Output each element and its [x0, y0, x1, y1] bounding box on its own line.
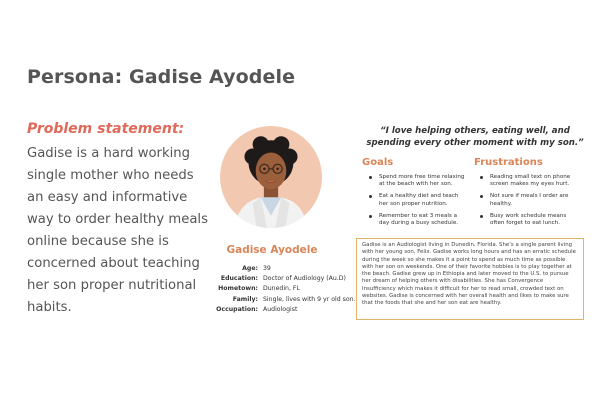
fact-value: Doctor of Audiology (Au.D) [263, 275, 346, 283]
fact-label: Education: [220, 275, 258, 283]
frustration-text: Reading small text on phone screen makes my eyes hurt. [490, 174, 571, 188]
problem-line: way to order healthy meals [27, 212, 208, 227]
fact-value: Dunedin, FL [263, 285, 300, 293]
problem-statement-heading: Problem statement: [27, 121, 185, 137]
fact-label: Occupation: [216, 305, 258, 313]
fact-label: Age: [242, 265, 258, 272]
bullet-icon [369, 215, 372, 218]
bullet-icon [369, 195, 372, 198]
problem-line: habits. [27, 300, 72, 315]
fact-value: Audiologist [263, 305, 298, 313]
frustration-item [476, 174, 576, 188]
fact-row-family [200, 295, 356, 305]
frustration-item [476, 193, 576, 207]
bullet-icon [480, 195, 483, 198]
bullet-icon [480, 176, 483, 179]
frustration-text: Not sure if meals I order are healthy. [490, 193, 569, 207]
problem-line: single mother who needs [27, 168, 194, 183]
persona-quote: “I love helping others, eating well, and spending every other moment with my son.” [366, 126, 584, 148]
fact-row-hometown [200, 284, 356, 294]
frustrations-list [476, 174, 576, 232]
fact-value: Single, lives with 9 yr old son. [263, 295, 356, 303]
fact-row-age [200, 264, 356, 274]
fact-row-occupation [200, 305, 356, 315]
goal-text: Eat a healthy diet and teach her son proper nutrition. [379, 193, 459, 207]
goal-text: Remember to eat 3 meals a day during a busy schedule. [379, 212, 459, 227]
problem-statement-text [27, 143, 227, 319]
persona-facts [200, 264, 356, 315]
persona-bio: Gadise is an Audiologist living in Dunedin, Florida. She’s a single parent living with her young son, Felix. Gadise works long hours and has an erratic schedule during the week so she makes it a point to spend as much time as possible with her son on weekends. One of their favorite hobbies is to play together at the beach. Gadise grew up in Ethiopia and later moved to the U.S. to pursue her dream of helping others with disabilities. She has Convergence Insufficiency which makes it difficult for her to read small, crowded text on websites. Gadise is concerned with her overall health and likes to make sure that the foods that she and her son eat are healthy. [356, 238, 584, 320]
page-title: Persona: Gadise Ayodele [27, 66, 296, 88]
problem-line: an easy and informative [27, 190, 188, 205]
problem-line: her son proper nutritional [27, 278, 197, 293]
problem-line: online because she is [27, 234, 169, 249]
frustration-text: Busy work schedule means often forget to eat lunch. [490, 212, 567, 227]
fact-value: 39 [263, 265, 271, 272]
goal-item [365, 174, 465, 188]
frustration-item [476, 213, 576, 227]
goals-heading: Goals [362, 157, 394, 168]
goal-item [365, 213, 465, 227]
goals-list [365, 174, 465, 232]
fact-label: Hometown: [218, 285, 258, 293]
fact-label: Family: [232, 295, 258, 303]
bullet-icon [369, 176, 372, 179]
persona-avatar [220, 126, 322, 228]
problem-line: Gadise is a hard working [27, 146, 191, 161]
goal-item [365, 193, 465, 207]
fact-row-education [200, 274, 356, 284]
problem-line: concerned about teaching [27, 256, 200, 271]
persona-name: Gadise Ayodele [226, 244, 318, 256]
bullet-icon [480, 215, 483, 218]
frustrations-heading: Frustrations [474, 157, 543, 168]
goal-text: Spend more free time relaxing at the beach with her son. [379, 174, 465, 188]
